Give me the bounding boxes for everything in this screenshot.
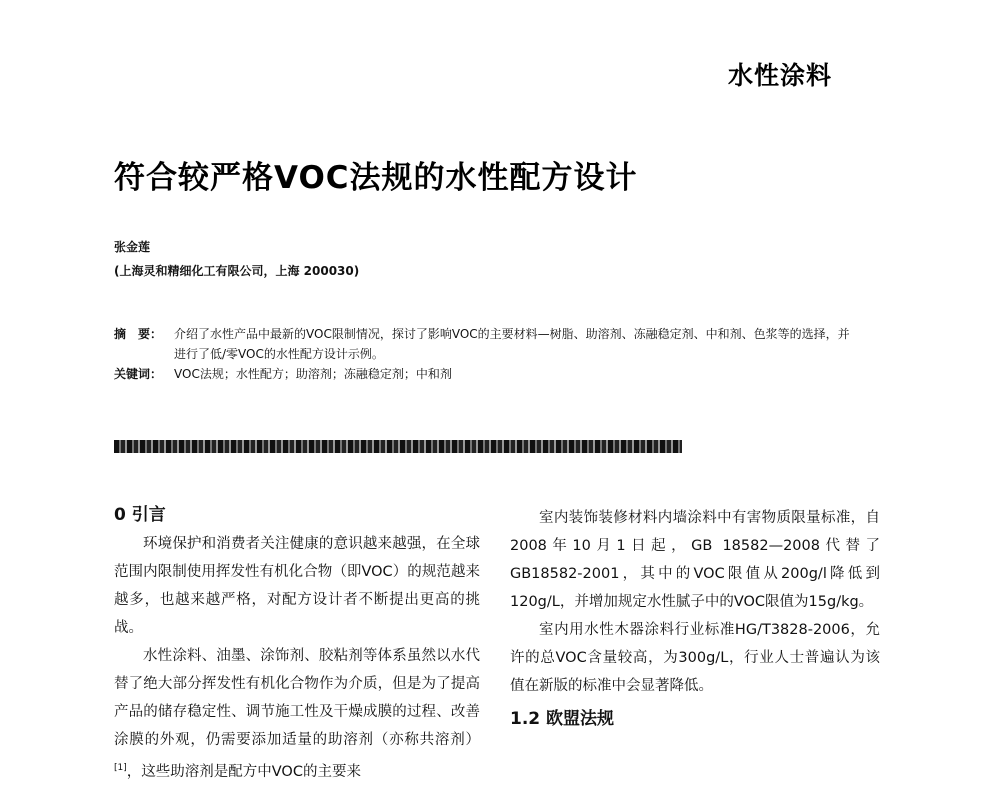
left-column	[114, 504, 480, 786]
article-author: 张金莲	[114, 240, 151, 254]
section-heading-introduction: 0 引言	[114, 505, 166, 525]
keywords-label: 关键词：	[114, 367, 163, 381]
decorative-divider-bar	[114, 440, 682, 453]
body-paragraph: 室内用水性木器涂料行业标准HG/T3828-2006，允许的总VOC含量较高，为300g/L，行业人士普遍认为该值在新版的标准中会显著降低。	[510, 622, 880, 694]
abstract-block	[114, 324, 854, 384]
body-paragraph-text: ，这些助溶剂是配方中VOC的主要来	[126, 763, 361, 780]
body-paragraph-text: 水性涂料、油墨、涂饰剂、胶粘剂等体系虽然以水代替了绝大部分挥发性有机化合物作为介质，但是为了提高产品的储存稳定性、调节施工性及干燥成膜的过程、改善涂膜的外观，仍需要添加适量的助溶剂（亦称共溶剂）	[114, 648, 480, 748]
citation-ref: [1]	[114, 763, 127, 773]
article-affiliation: (上海灵和精细化工有限公司，上海 200030)	[114, 264, 360, 278]
body-paragraph: 室内装饰装修材料内墙涂料中有害物质限量标准，自2008年10月1日起，GB 18582—2008代替了GB18582-2001，其中的VOC限值从200g/l降低到120g/L，并增加规定水性腻子中的VOC限值为15g/kg。	[510, 510, 880, 610]
abstract-text: 介绍了水性产品中最新的VOC限制情况，探讨了影响VOC的主要材料—树脂、助溶剂、冻融稳定剂、中和剂、色浆等的选择，并进行了低/零VOC的水性配方设计示例。	[174, 327, 850, 361]
right-column	[510, 504, 880, 734]
body-paragraph	[114, 642, 480, 786]
section-heading-eu-regulations: 1.2 欧盟法规	[510, 709, 615, 729]
journal-section-tag: 水性涂料	[728, 61, 833, 90]
keywords-text: VOC法规；水性配方；助溶剂；冻融稳定剂；中和剂	[174, 367, 452, 381]
body-paragraph: 环境保护和消费者关注健康的意识越来越强，在全球范围内限制使用挥发性有机化合物（即VOC）的规范越来越多，也越来越严格，对配方设计者不断提出更高的挑战。	[114, 536, 480, 636]
abstract-row	[114, 324, 854, 364]
keywords-row	[114, 364, 854, 384]
abstract-label: 摘 要：	[114, 327, 163, 341]
article-title: 符合较严格VOC法规的水性配方设计	[114, 160, 638, 196]
